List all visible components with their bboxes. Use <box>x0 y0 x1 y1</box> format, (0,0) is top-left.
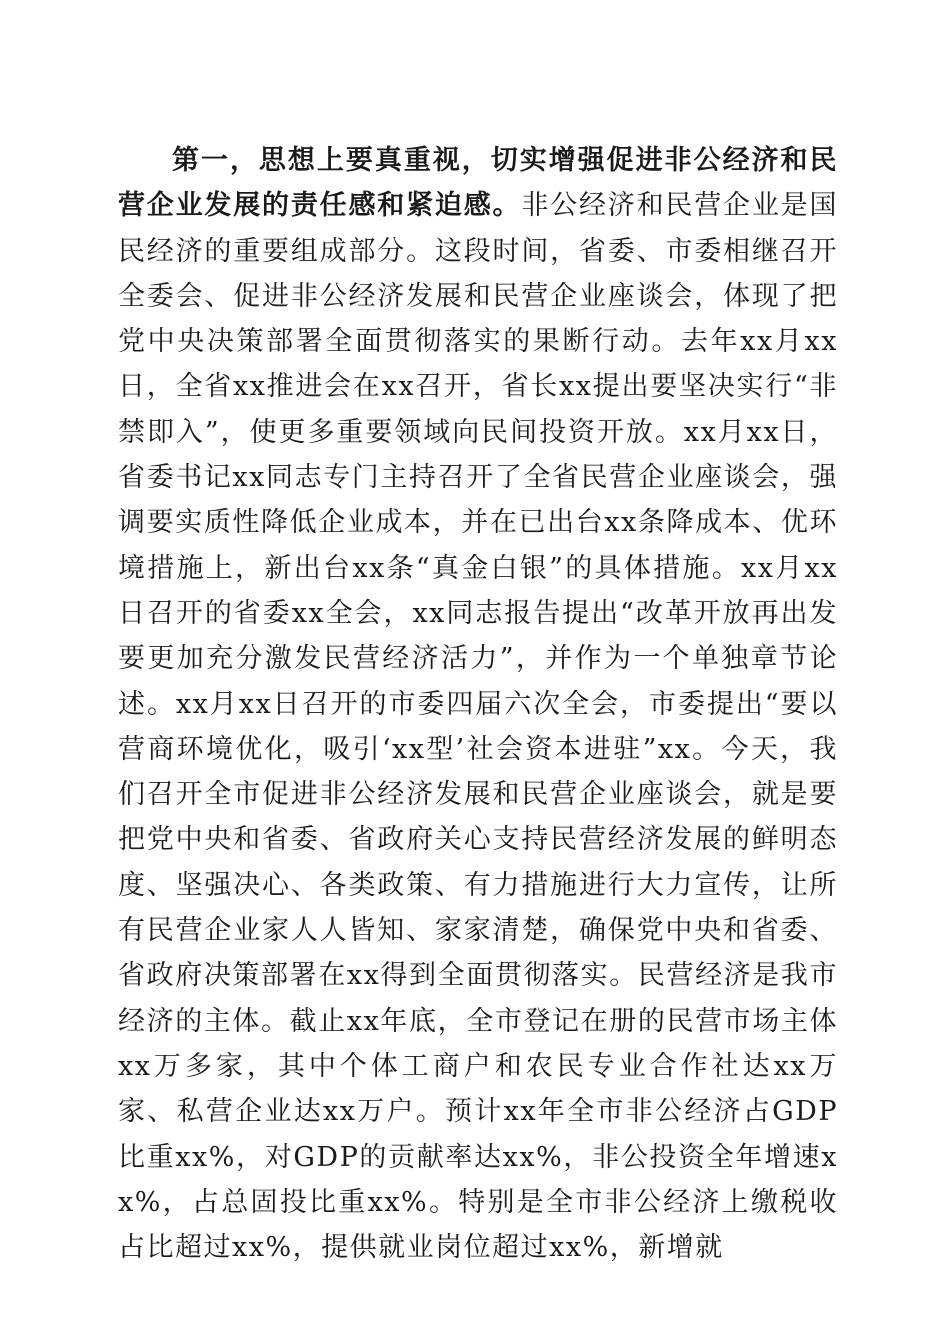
paragraph-body-text: 非公经济和民营企业是国民经济的重要组成部分。这段时间，省委、市委相继召开全委会、促进非公经济发展和民营企业座谈会，体现了把党中央决策部署全面贯彻落实的果断行动。去年xx月xx日，全省xx推进会在xx召开，省长xx提出要坚决实行“非禁即入”，使更多重要领域向民间投资开放。xx月xx日，省委书记xx同志专门主持召开了全省民营企业座谈会，强调要实质性降低企业成本，并在已出台xx条降成本、优环境措施上，新出台xx条“真金白银”的具体措施。xx月xx日召开的省委xx全会，xx同志报告提出“改革开放再出发要更加充分激发民营经济活力”，并作为一个单独章节论述。xx月xx日召开的市委四届六次全会，市委提出“要以营商环境优化，吸引‘xx型’社会资本进驻”xx。今天，我们召开全市促进非公经济发展和民营企业座谈会，就是要把党中央和省委、省政府关心支持民营经济发展的鲜明态度、坚强决心、各类政策、有力措施进行大力宣传，让所有民营企业家人人皆知、家家清楚，确保党中央和省委、省政府决策部署在xx得到全面贯彻落实。民营经济是我市经济的主体。截止xx年底，全市登记在册的民营市场主体xx万多家，其中个体工商户和农民专业合作社达xx万家、私营企业达xx万户。预计xx年全市非公经济占GDP比重xx%，对GDP的贡献率达xx%，非公投资全年增速xx%，占总固投比重xx%。特别是全市非公经济上缴税收占比超过xx%，提供就业岗位超过xx%，新增就 <box>118 190 838 1264</box>
paragraph-lead-sentence: 第一，思想上要真重视，切实增强促进非公经济和民营企业发展的责任感和紧迫感。 <box>118 145 838 222</box>
body-paragraph <box>118 138 838 1270</box>
